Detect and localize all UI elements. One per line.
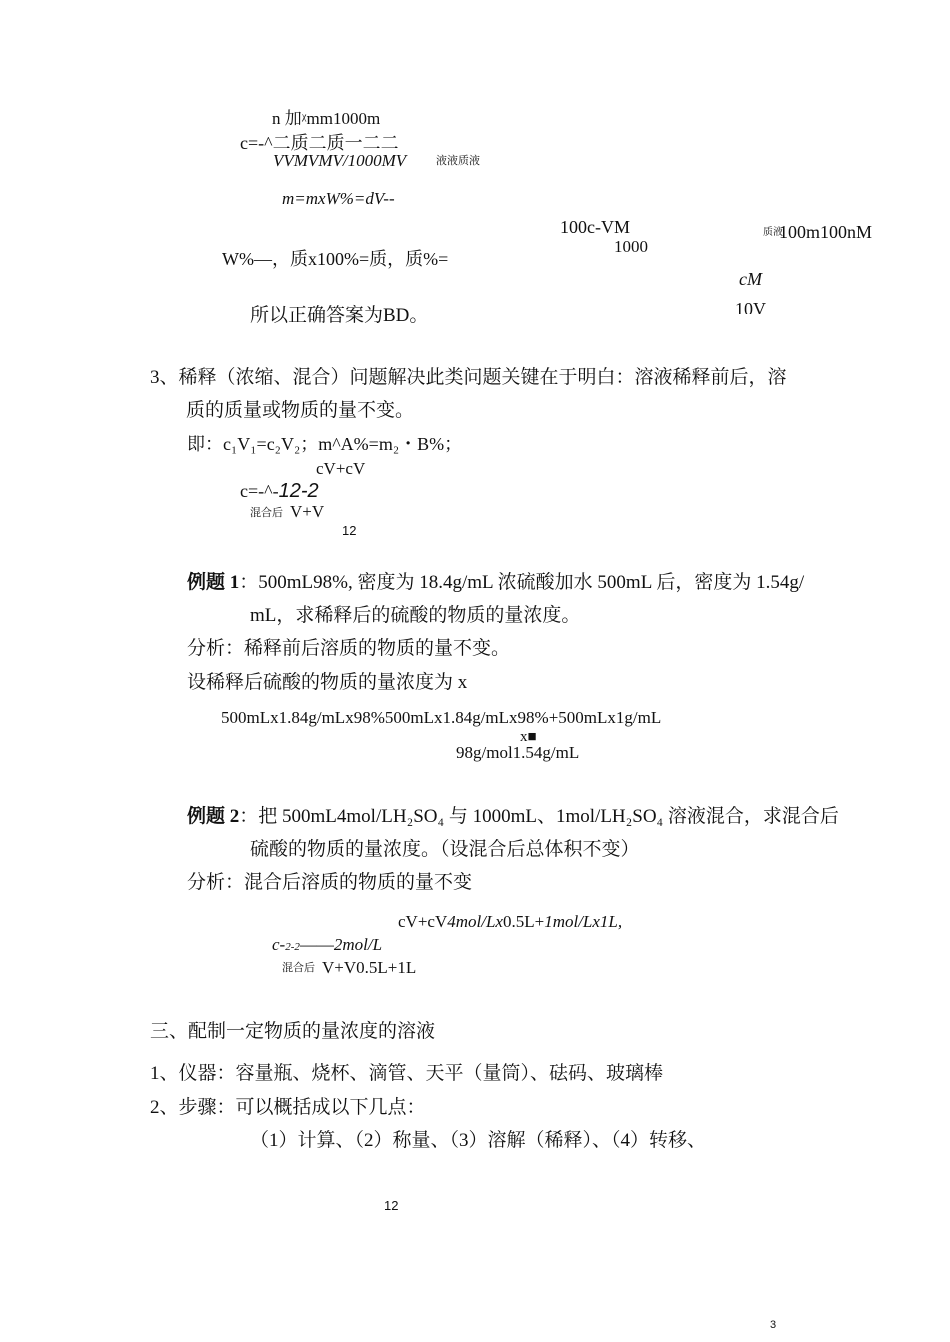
example1-assume: 设稀释后硫酸的物质的量浓度为 x [187, 672, 468, 693]
section3-formula-main: c=-^-12-2 [240, 480, 319, 502]
part3-item1: 1、仪器：容量瓶、烧杯、滴管、天平（量筒）、砝码、玻璃棒 [150, 1063, 664, 1084]
section3-heading-cont: 质的质量或物质的量不变。 [186, 400, 415, 421]
formula-line-2: c=-^二质二质一二二 [240, 133, 399, 153]
formula-line-4: m=mxW%=dV-- [282, 189, 395, 208]
formula-right-3: cM [739, 269, 762, 289]
example2-question-cont: 硫酸的物质的量浓度。（设混合后总体积不变） [250, 839, 640, 860]
part3-steps: （1）计算、（2）称量、（3）溶解（稀释）、（4）转移、 [250, 1130, 707, 1151]
example1-question-cont: mL，求稀释后的硫酸的物质的量浓度。 [250, 605, 581, 626]
example2-question: 例题 2：把 500mL4mol/LH₂SO₄ 与 1000mL、1mol/LH₂SO₄ 溶液混合，求混合后 [187, 806, 839, 827]
section3-formula-subscripts: 12 [342, 523, 357, 538]
w-percent-line: W%—，质x100%=质，质%= [222, 249, 449, 269]
example2-analysis: 分析：混合后溶质的物质的量不变 [187, 872, 473, 893]
example2-formula-denominator: V+V0.5L+1L [322, 958, 417, 977]
formula-right-4: 10V [735, 300, 766, 314]
part3-heading: 三、配制一定物质的量浓度的溶液 [150, 1021, 436, 1042]
formula-line-3: VVMVMV/1000MV [273, 151, 407, 170]
part3-item2: 2、步骤：可以概括成以下几点： [150, 1097, 426, 1118]
formula-right-2-sub: 质液 [763, 227, 783, 238]
section3-formula-denominator: V+V [290, 502, 325, 521]
formula-right-2: 100m100nM [779, 222, 873, 242]
example2-formula-main: c-2-2——2mol/L [272, 935, 383, 954]
example1-question: 例题 1：500mL98%, 密度为 18.4g/mL 浓硫酸加水 500mL 后，密度为 1.54g/ [187, 572, 805, 593]
page-number: 3 [770, 1319, 777, 1331]
example2-formula-numerator: cV+cV4mol/Lx0.5L+1mol/Lx1L, [398, 912, 623, 931]
footer-center-number: 12 [384, 1198, 399, 1213]
answer-line: 所以正确答案为BD。 [250, 305, 429, 326]
formula-line-3-sub: 液液质液 [436, 155, 480, 167]
example1-calc: 500mLx1.84g/mLx98%500mLx1.84g/mLx98%+500mLx1g/mL [221, 708, 662, 727]
example2-formula-den-label: 混合后 [282, 962, 315, 974]
formula-line-1: n 加ᵡmm1000m [272, 109, 381, 128]
section3-heading: 3、稀释（浓缩、混合）问题解决此类问题关键在于明白：溶液稀释前后，溶 [150, 367, 787, 388]
example1-calc-den: 98g/mol1.54g/mL [456, 743, 580, 762]
section3-equation: 即：c₁V₁=c₂V₂；m^A%=m₂・B%； [187, 434, 463, 454]
section3-formula-den-label: 混合后 [250, 507, 283, 519]
example1-analysis: 分析：稀释前后溶质的物质的量不变。 [187, 638, 511, 659]
example1-calc-mid: x■ [520, 729, 537, 745]
section3-formula-numerator: cV+cV [316, 459, 366, 478]
formula-right-1: 100c-VM [560, 217, 630, 237]
formula-right-1b: 1000 [614, 237, 648, 256]
